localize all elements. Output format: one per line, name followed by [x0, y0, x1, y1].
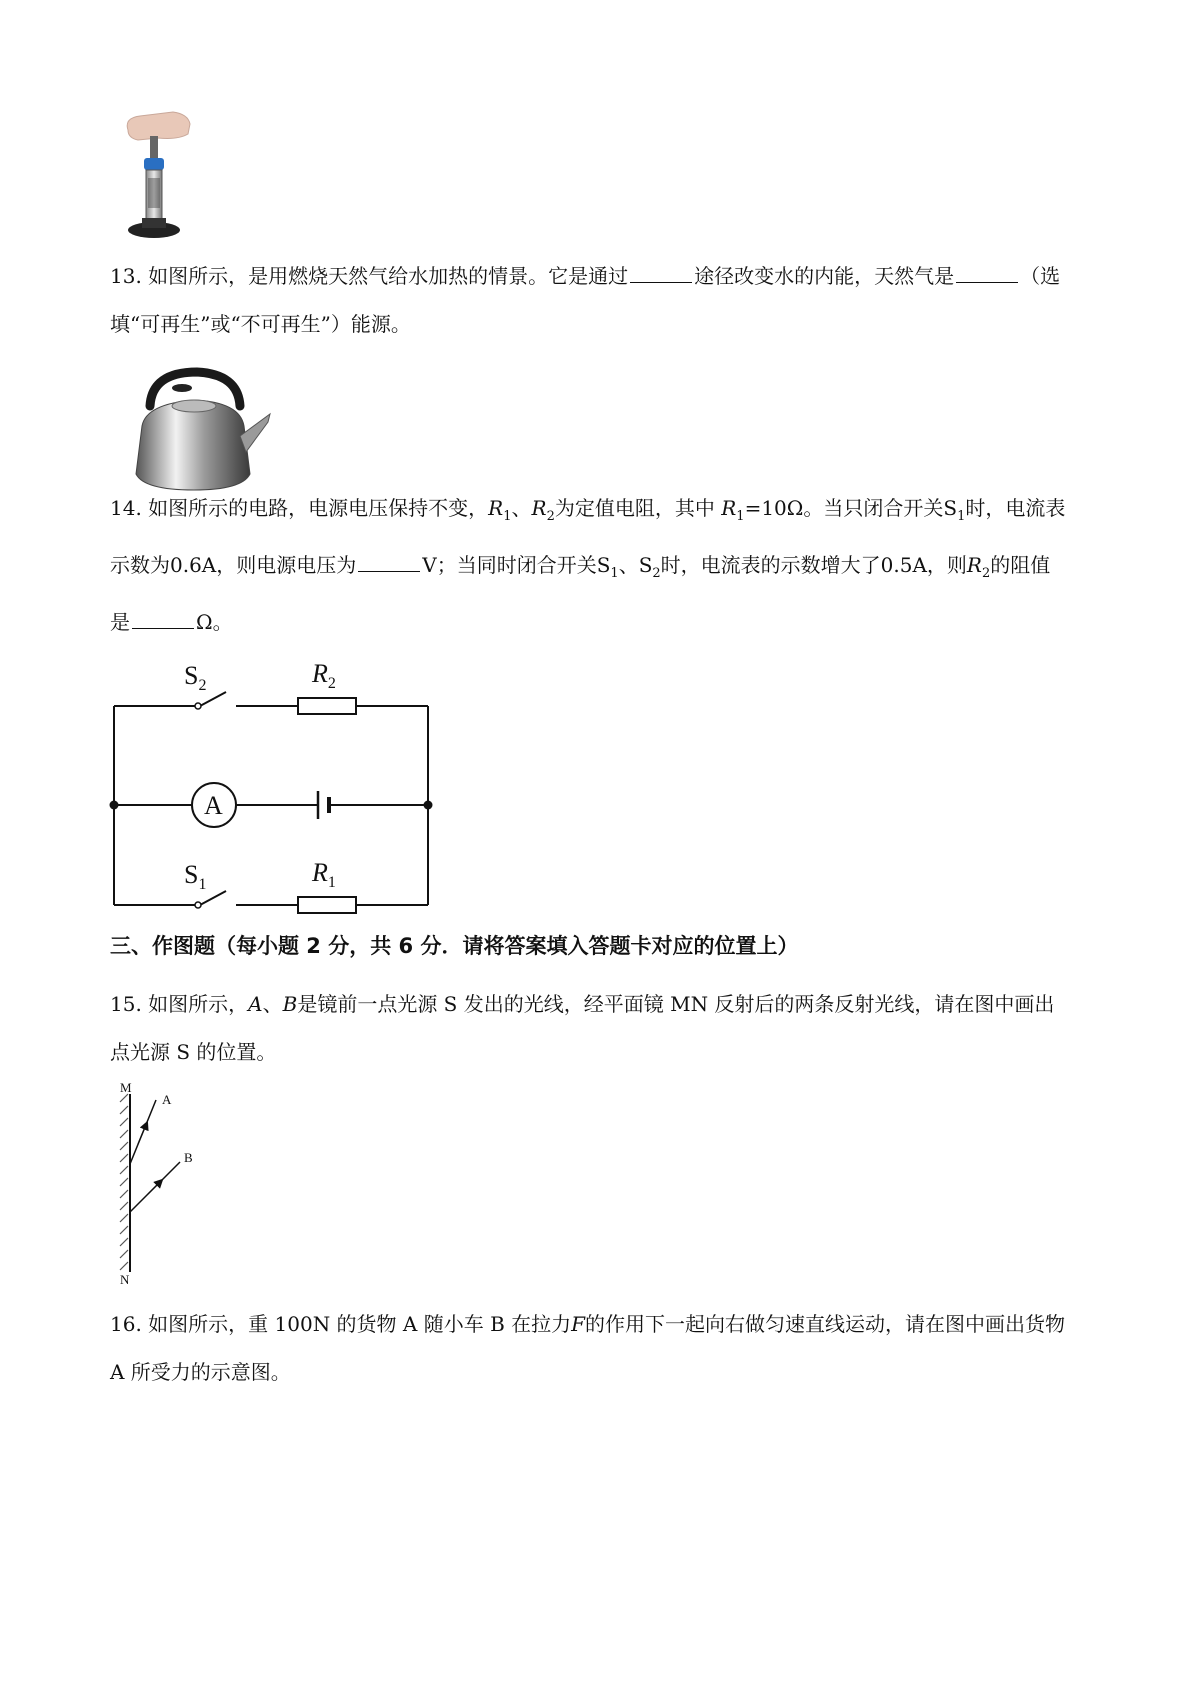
symbol-s: S — [638, 553, 653, 577]
question-number: 16. — [110, 1312, 142, 1336]
question-text: 为定值电阻，其中 — [554, 496, 715, 520]
answer-blank[interactable] — [630, 264, 692, 283]
label-m: M — [120, 1080, 132, 1095]
question-text: 途径改变水的内能，天然气是 — [694, 264, 955, 288]
subscript: 1 — [957, 509, 966, 524]
ray-a-arrow — [138, 1125, 146, 1144]
question-13 — [110, 252, 1100, 348]
question-text: 时，电流表的示数增大了0.5A，则 — [660, 553, 967, 577]
junction-left — [110, 801, 119, 810]
symbol-r: R — [531, 496, 547, 520]
resistor-r2 — [298, 698, 356, 714]
switch-s1-pivot — [195, 902, 201, 908]
switch-s2-blade — [200, 692, 226, 706]
question-number: 13. — [110, 264, 142, 288]
question-15 — [110, 980, 1100, 1076]
question-number: 14. — [110, 496, 142, 520]
question-text: 的阻值 — [990, 553, 1051, 577]
subscript: 2 — [652, 566, 661, 581]
symbol-f: F — [571, 1312, 586, 1336]
question-text: 填“可再生”或“不可再生”）能源。 — [110, 312, 411, 336]
question-text: 示数为0.6A，则电源电压为 — [110, 553, 357, 577]
symbol-s: S — [596, 553, 611, 577]
label-s1: $S_1$ — [184, 860, 207, 893]
question-14 — [110, 484, 1100, 646]
question-16 — [110, 1300, 1100, 1396]
symbol-b: B — [282, 992, 298, 1016]
section-heading: 三、作图题（每小题 2 分，共 6 分．请将答案填入答题卡对应的位置上） — [110, 934, 799, 958]
ammeter-label: A — [204, 791, 223, 820]
question-text: V；当同时闭合开关 — [422, 553, 597, 577]
separator: 、 — [511, 496, 532, 520]
label-n: N — [120, 1272, 130, 1287]
circuit-diagram — [100, 650, 440, 920]
answer-blank[interactable] — [132, 610, 194, 629]
question-text: （选 — [1020, 264, 1061, 288]
question-text: 时，电流表 — [965, 496, 1066, 520]
kettle-illustration — [122, 366, 272, 496]
subscript: 1 — [503, 509, 512, 524]
resistor-r1 — [298, 897, 356, 913]
switch-s1-blade — [200, 891, 226, 905]
separator: 、 — [618, 553, 639, 577]
question-text: =10Ω。当只闭合开关 — [744, 496, 944, 520]
mirror-diagram — [108, 1080, 218, 1287]
question-text: 是镜前一点光源 S 发出的光线，经平面镜 MN 反射后的两条反射光线，请在图中画出 — [297, 992, 1055, 1016]
question-text: 如图所示的电路，电源电压保持不变， — [148, 496, 489, 520]
label-r2: $R_2$ — [312, 659, 336, 692]
question-text: Ω。 — [196, 610, 233, 634]
answer-blank[interactable] — [956, 264, 1018, 283]
label-s2: $S_2$ — [184, 661, 207, 694]
symbol-a: A — [248, 992, 263, 1016]
subscript: 2 — [546, 509, 555, 524]
question-text: 的作用下一起向右做匀速直线运动，请在图中画出货物 — [585, 1312, 1066, 1336]
label-a: A — [162, 1092, 172, 1107]
pump-illustration — [118, 108, 208, 243]
label-b: B — [184, 1150, 193, 1165]
question-text: 如图所示，重 100N 的货物 A 随小车 B 在拉力 — [148, 1312, 572, 1336]
subscript: 2 — [981, 566, 991, 581]
question-text: 点光源 S 的位置。 — [110, 1040, 277, 1064]
subscript: 1 — [610, 566, 619, 581]
question-text: 如图所示，是用燃烧天然气给水加热的情景。它是通过 — [148, 264, 629, 288]
symbol-r: R — [721, 496, 737, 520]
question-text: A 所受力的示意图。 — [110, 1360, 291, 1384]
separator: 、 — [262, 992, 283, 1016]
subscript: 1 — [736, 509, 745, 524]
answer-blank[interactable] — [358, 553, 420, 572]
symbol-s: S — [943, 496, 958, 520]
question-number: 15. — [110, 992, 142, 1016]
question-text: 如图所示， — [148, 992, 249, 1016]
question-text: 是 — [110, 610, 130, 634]
label-r1: $R_1$ — [312, 858, 336, 891]
switch-s2-pivot — [195, 703, 201, 709]
junction-right — [424, 801, 433, 810]
symbol-r: R — [488, 496, 504, 520]
symbol-r: R — [966, 553, 982, 577]
ray-b-arrow — [148, 1182, 160, 1194]
